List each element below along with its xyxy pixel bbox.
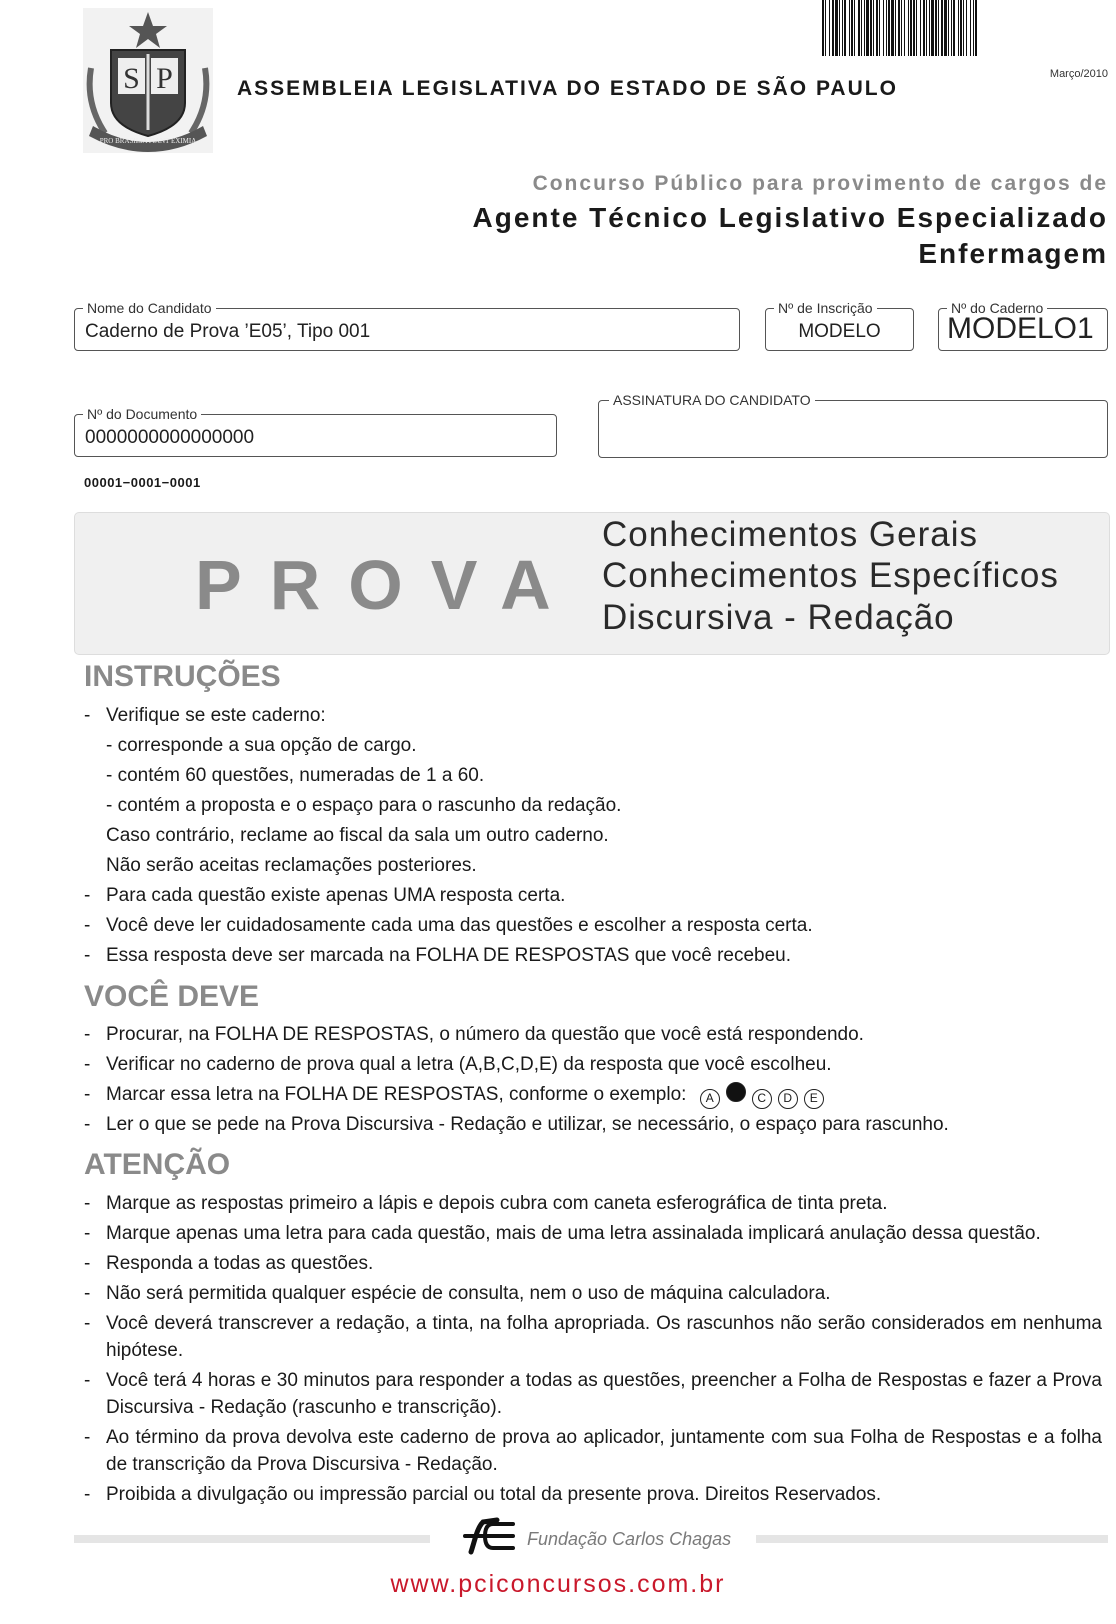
barcode-bar bbox=[904, 0, 905, 56]
barcode-bar bbox=[966, 0, 967, 56]
barcode-bar bbox=[920, 0, 921, 56]
barcode-bar bbox=[879, 0, 880, 56]
voce-deve-item-text: Marcar essa letra na FOLHA DE RESPOSTAS, conforme o exemplo: bbox=[106, 1084, 687, 1105]
barcode-bar bbox=[858, 0, 860, 56]
barcode-bar bbox=[851, 0, 853, 56]
instrucao-item: Para cada questão existe apenas UMA resposta certa. bbox=[106, 885, 566, 906]
barcode-bar bbox=[958, 0, 959, 56]
barcode-bar bbox=[844, 0, 846, 56]
sao-paulo-seal-logo bbox=[83, 8, 213, 153]
atencao-item: Marque as respostas primeiro a lápis e depois cubra com caneta esferográfica de tinta preta. bbox=[106, 1193, 888, 1214]
barcode-bar bbox=[970, 0, 971, 56]
prova-line-discursiva: Discursiva - Redação bbox=[602, 598, 955, 637]
example-bubble-c: C bbox=[752, 1089, 772, 1109]
inscricao-value: MODELO bbox=[798, 321, 881, 342]
voce-deve-item: Ler o que se pede na Prova Discursiva - Redação e utilizar, se necessário, o espaço para rascunho. bbox=[106, 1114, 949, 1135]
atencao-item: Ao término da prova devolva este caderno de prova ao aplicador, juntamente com sua Folha de Respostas e a folha de transcrição da Prova Discursiva - Redação. bbox=[106, 1427, 1102, 1475]
atencao-item: Marque apenas uma letra para cada questão, mais de uma letra assinalada implicará anulação dessa questão. bbox=[106, 1223, 1041, 1244]
barcode-bar bbox=[883, 0, 884, 56]
caderno-label: Nº do Caderno bbox=[947, 300, 1047, 316]
barcode-bar bbox=[948, 0, 949, 56]
barcode-bar bbox=[951, 0, 952, 56]
atencao-title: ATENÇÃO bbox=[84, 1148, 231, 1181]
example-bubble-d: D bbox=[778, 1089, 798, 1109]
institution-name: ASSEMBLEIA LEGISLATIVA DO ESTADO DE SÃO PAULO bbox=[237, 77, 898, 100]
assinatura-field[interactable] bbox=[598, 392, 1108, 458]
documento-field[interactable] bbox=[74, 406, 557, 457]
example-bubble-b-filled bbox=[726, 1082, 746, 1102]
footer-rule-right bbox=[756, 1535, 1108, 1543]
prova-line-gerais: Conhecimentos Gerais bbox=[602, 515, 978, 554]
barcode-bar bbox=[825, 0, 826, 56]
documento-value: 0000000000000000 bbox=[85, 427, 255, 448]
barcode-bar bbox=[960, 0, 962, 56]
barcode-bar bbox=[886, 0, 887, 56]
atencao-item: Responda a todas as questões. bbox=[106, 1253, 374, 1274]
barcode-bar bbox=[864, 0, 865, 56]
instrucao-subitem: - contém 60 questões, numeradas de 1 a 60. bbox=[106, 765, 485, 786]
seal-letter-s: S bbox=[123, 62, 140, 95]
instrucao-subitem: - corresponde a sua opção de cargo. bbox=[106, 735, 417, 756]
prova-word: PROVA bbox=[195, 546, 579, 624]
barcode-bar bbox=[908, 0, 909, 56]
barcode-bar bbox=[835, 0, 838, 56]
documento-label: Nº do Documento bbox=[83, 406, 201, 422]
inscricao-field[interactable] bbox=[765, 300, 914, 351]
website-link[interactable]: www.pciconcursos.com.br bbox=[390, 1570, 726, 1598]
voce-deve-item: Verificar no caderno de prova qual a letra (A,B,C,D,E) da resposta que você escolheu. bbox=[106, 1054, 832, 1075]
barcode-bar bbox=[916, 0, 917, 56]
atencao-item: Você deverá transcrever a redação, a tinta, na folha apropriada. Os rascunhos não serão considerados em nenhuma hipótese. bbox=[106, 1313, 1102, 1361]
barcode-bar bbox=[849, 0, 850, 56]
edition-date: Março/2010 bbox=[1049, 68, 1108, 80]
cargo-title: Agente Técnico Legislativo Especializado bbox=[472, 202, 1108, 233]
barcode-bar bbox=[839, 0, 840, 56]
caderno-field[interactable] bbox=[938, 300, 1108, 351]
example-bubble-a: A bbox=[700, 1089, 720, 1109]
fcc-name: Fundação Carlos Chagas bbox=[527, 1529, 732, 1549]
barcode-bar bbox=[923, 0, 925, 56]
answer-example bbox=[700, 1084, 830, 1105]
barcode-bar bbox=[953, 0, 955, 56]
barcode-bar bbox=[901, 0, 902, 56]
barcode-bar bbox=[938, 0, 939, 56]
instrucao-item: Verifique se este caderno: bbox=[106, 705, 326, 726]
barcode-bar bbox=[926, 0, 927, 56]
instrucao-item: Você deve ler cuidadosamente cada uma das questões e escolher a resposta certa. bbox=[106, 915, 813, 936]
barcode-bar bbox=[842, 0, 843, 56]
barcode-bar bbox=[929, 0, 930, 56]
barcode-bar bbox=[895, 0, 896, 56]
barcode-bar bbox=[963, 0, 964, 56]
barcode-bar bbox=[866, 0, 869, 56]
barcode-bar bbox=[861, 0, 862, 56]
barcode-bar bbox=[891, 0, 894, 56]
barcode-bar bbox=[941, 0, 943, 56]
voce-deve-item bbox=[106, 1081, 830, 1109]
seal-letter-p: P bbox=[156, 62, 173, 95]
barcode-bar bbox=[829, 0, 830, 56]
prova-line-especificos: Conhecimentos Específicos bbox=[602, 556, 1059, 595]
barcode-bar bbox=[832, 0, 834, 56]
barcode-bar bbox=[913, 0, 915, 56]
footer-rule-left bbox=[74, 1535, 430, 1543]
assinatura-label: ASSINATURA DO CANDIDATO bbox=[609, 392, 815, 408]
instrucao-subitem: - contém a proposta e o espaço para o rascunho da redação. bbox=[106, 795, 622, 816]
seal-motto: PRO BRASILIA FIANT EXIMIA bbox=[99, 137, 197, 145]
barcode-bar bbox=[898, 0, 900, 56]
voce-deve-item: Procurar, na FOLHA DE RESPOSTAS, o número da questão que você está respondendo. bbox=[106, 1024, 864, 1045]
nome-candidato-value: Caderno de Prova ’E05’, Tipo 001 bbox=[85, 321, 371, 342]
atencao-item: Não será permitida qualquer espécie de consulta, nem o uso de máquina calculadora. bbox=[106, 1283, 831, 1304]
barcode-bar bbox=[935, 0, 937, 56]
voce-deve-title: VOCÊ DEVE bbox=[84, 980, 260, 1013]
barcode-bar bbox=[910, 0, 912, 56]
barcode-bar bbox=[854, 0, 855, 56]
barcode-bar bbox=[822, 0, 824, 56]
atencao-item: Proibida a divulgação ou impressão parcial ou total da presente prova. Direitos Reservados. bbox=[106, 1484, 882, 1505]
instrucao-note: Não serão aceitas reclamações posteriores. bbox=[106, 855, 477, 876]
barcode bbox=[822, 0, 1112, 60]
instrucao-item: Essa resposta deve ser marcada na FOLHA DE RESPOSTAS que você recebeu. bbox=[106, 945, 792, 966]
inscricao-label: Nº de Inscrição bbox=[774, 300, 877, 316]
concurso-subtitle: Concurso Público para provimento de cargos de bbox=[532, 172, 1108, 195]
fcc-logo-icon bbox=[463, 1516, 518, 1556]
barcode-bar bbox=[975, 0, 977, 56]
barcode-bar bbox=[888, 0, 890, 56]
especialidade-title: Enfermagem bbox=[918, 238, 1108, 269]
atencao-item: Você terá 4 horas e 30 minutos para responder a todas as questões, preencher a Folha de Respostas e fazer a Prova Discursiva - Redação (rascunho e transcrição). bbox=[106, 1370, 1102, 1418]
example-bubble-e: E bbox=[804, 1089, 824, 1109]
barcode-bar bbox=[973, 0, 974, 56]
barcode-bar bbox=[870, 0, 872, 56]
document-code: 00001−0001−0001 bbox=[84, 475, 201, 490]
caderno-value: MODELO1 bbox=[947, 312, 1094, 345]
instrucoes-title: INSTRUÇÕES bbox=[84, 660, 281, 693]
barcode-bar bbox=[873, 0, 874, 56]
nome-candidato-field[interactable] bbox=[74, 300, 740, 351]
barcode-bar bbox=[931, 0, 934, 56]
instrucao-note: Caso contrário, reclame ao fiscal da sala um outro caderno. bbox=[106, 825, 609, 846]
barcode-bar bbox=[944, 0, 947, 56]
barcode-bar bbox=[876, 0, 878, 56]
nome-candidato-label: Nome do Candidato bbox=[83, 300, 216, 316]
